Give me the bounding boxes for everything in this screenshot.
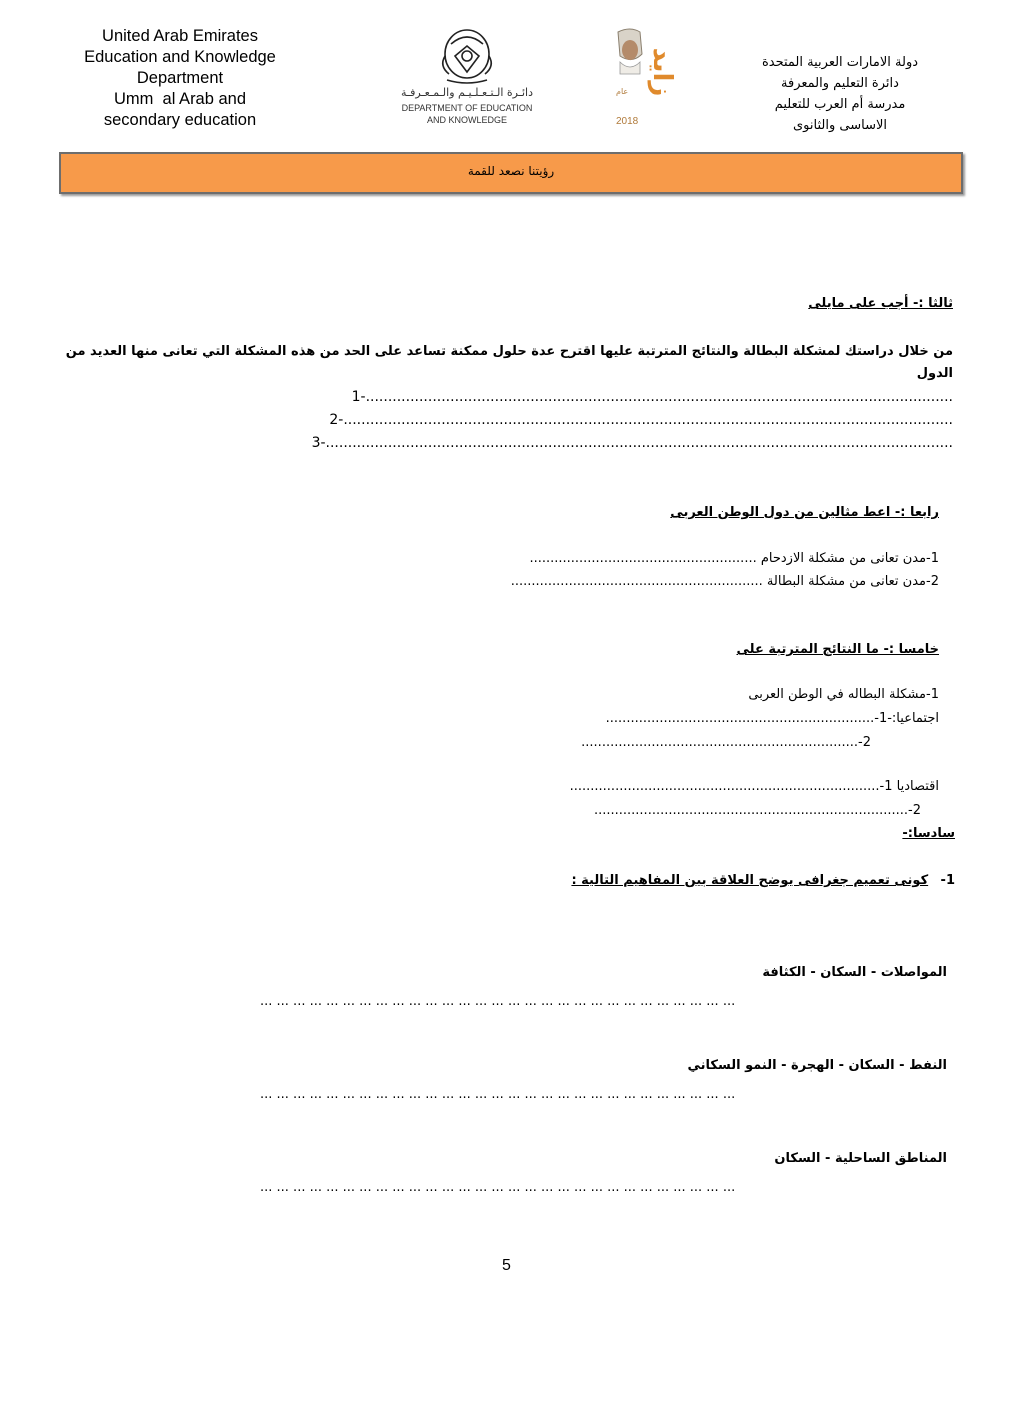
zayed-portrait-icon	[610, 24, 677, 128]
header-ar-line: دائرة التعليم والمعرفة	[781, 76, 899, 91]
header-en-line: United Arab Emirates	[102, 27, 258, 45]
falcon-emblem-icon	[395, 26, 540, 128]
header-ar-line: الاساسى والثانوى	[793, 118, 887, 133]
section6-title: سادسا:-	[902, 826, 955, 841]
dept-logo-english-1: DEPARTMENT OF EDUCATION	[401, 103, 533, 113]
header-english-block	[60, 26, 300, 131]
zayed-logo-year: 2018	[616, 116, 639, 127]
header-ar-line: مدرسة أم العرب للتعليم	[774, 97, 906, 112]
header-en-line: secondary education	[103, 111, 257, 129]
department-logo	[395, 26, 540, 128]
answer-line-3[interactable]: 3-.............................................................................................................................................	[311, 435, 953, 451]
header-en-line: Department	[136, 69, 224, 87]
section5-title: خامسا :- ما النتائج المترتبة على	[736, 642, 939, 657]
economic-effect-line-2[interactable]: 2-............................................................................	[593, 803, 921, 818]
social-effect-line-1[interactable]: اجتماعيا:-1-.................................................................	[605, 711, 939, 726]
section3-question: من خلال دراستك لمشكلة البطالة والنتائج المترتبة عليها اقترح عدة حلول ممكنة تساعد على الحد من هذه المشكلة التي تعانى منها العديد من الدول	[65, 344, 953, 381]
section4-item-1[interactable]: 1-مدن تعانى من مشكلة الازدحام .......................................................	[529, 551, 939, 566]
header-en-line: Umm al Arab and	[113, 90, 247, 108]
section4-item-2[interactable]: 2-مدن تعانى من مشكلة البطالة .............................................................	[510, 574, 939, 589]
section4-title: رابعا :- اعط مثالين من دول الوطن العربى	[670, 505, 939, 520]
instruction-text: كونى تعميم جغرافى يوضح العلاقة بين المفاهيم التالية :	[571, 873, 929, 888]
economic-effect-line-1[interactable]: اقتصاديا 1-...........................................................................	[569, 779, 939, 794]
header-ar-line: دولة الامارات العربية المتحدة	[761, 55, 919, 70]
section3-title: ثالثا :- أجب على مايلى	[808, 296, 953, 311]
year-of-zayed-logo	[610, 24, 677, 128]
vision-banner-text: رؤيتنا نصعد للقمة	[467, 164, 555, 178]
answer-line-1[interactable]: 1-....................................................................................................................................	[351, 389, 953, 405]
dept-logo-english-2: AND KNOWLEDGE	[426, 115, 508, 125]
concept-answer-line-3[interactable]: ... ... ... ... ... ... ... ... ... ... ... ... ... ... ... ... ... ... ... ... ... ... ... ... ... ... ... ... ...	[260, 1180, 736, 1195]
header-arabic-block	[735, 52, 945, 136]
header-en-line: Education and Knowledge	[84, 48, 276, 66]
social-effect-line-2[interactable]: 2-...................................................................	[581, 735, 871, 750]
zayed-logo-word: زايد	[647, 47, 677, 97]
concept-terms-2: النفط - السكان - الهجرة - النمو السكاني	[687, 1058, 947, 1073]
page-number: 5	[502, 1257, 511, 1274]
answer-line-2[interactable]: 2-.........................................................................................................................................	[329, 412, 953, 428]
dept-logo-arabic: دائـرة الـتـعـلـيـم والـمـعـرفـة	[401, 86, 533, 99]
concept-answer-line-2[interactable]: ... ... ... ... ... ... ... ... ... ... ... ... ... ... ... ... ... ... ... ... ... ... ... ... ... ... ... ... ...	[260, 1087, 736, 1102]
concept-answer-line-1[interactable]: ... ... ... ... ... ... ... ... ... ... ... ... ... ... ... ... ... ... ... ... ... ... ... ... ... ... ... ... ...	[260, 994, 736, 1009]
section5-intro: 1-مشكلة البطاله في الوطن العربى	[748, 687, 939, 702]
concept-terms-1: المواصلات - السكان - الكثافة	[762, 965, 947, 980]
instruction-number: 1-	[940, 873, 955, 888]
section6-instruction	[571, 873, 955, 888]
vision-banner	[59, 152, 963, 194]
zayed-logo-year-label: عام	[616, 87, 629, 96]
concept-terms-3: المناطق الساحلية - السكان	[774, 1151, 947, 1166]
